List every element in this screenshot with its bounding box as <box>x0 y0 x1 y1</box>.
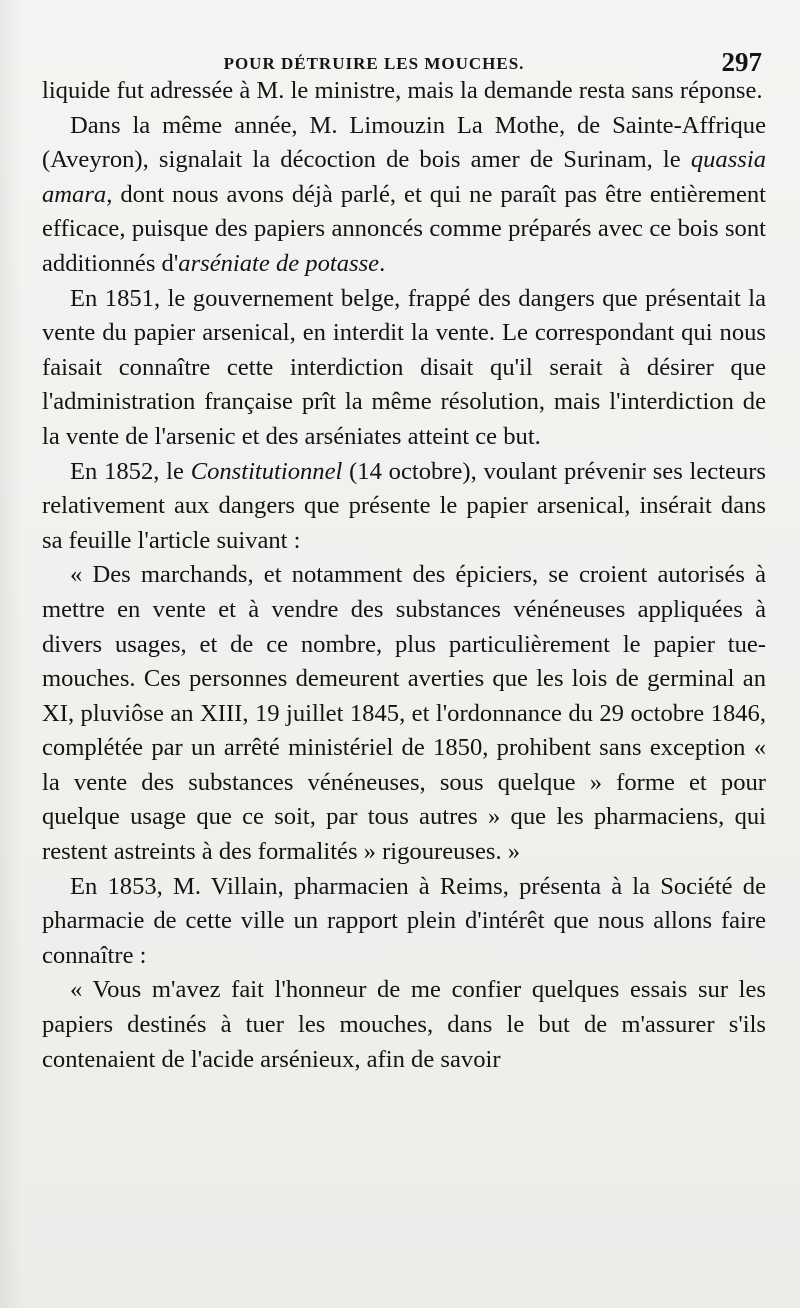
text-span: , dont nous avons déjà parlé, et qui ne paraît pas être entièrement efficace, puisque des papiers annoncés comme préparés avec ce bois sont additionnés d' <box>42 180 766 277</box>
quoted-article <box>42 558 766 869</box>
text-span: (14 octobre), voulant prévenir ses lecteurs relativement aux dangers que présente le papier arsenical, insérait dans sa feuille l'article suivant : <box>42 457 766 554</box>
italic-title: Constitutionnel <box>190 457 343 485</box>
text-span: En 1851, le gouvernement belge, frappé des dangers que présentait la vente du papier arsenical, en interdit la vente. Le correspondant qui nous faisait connaître cette interdiction disait qu'il serait à désirer que l'administration française prît la même résolution, mais l'interdiction de la vente de l'arsenic et des arséniates atteint ce but. <box>42 284 766 450</box>
text-span: Dans la même année, M. Limouzin La Mothe, de Sainte-Affrique (Aveyron), signalait la décoction de bois amer de Surinam, le <box>42 111 766 174</box>
paragraph-limouzin <box>42 109 766 282</box>
paragraph-1851 <box>42 282 766 455</box>
text-span: . <box>379 249 386 277</box>
text-span: En 1852, le <box>70 457 191 485</box>
italic-term: quassia amara <box>42 146 766 208</box>
text-span: « Des marchands, et notamment des épiciers, se croient autorisés à mettre en vente et à vendre des substances vénéneuses appliquées à divers usages, et de ce nombre, plus particulièrement le papier tue-mouches. Ces personnes demeurent averties que les lois de germinal an XI, pluviôse an XIII, 19 juillet 1845, et l'ordonnance du 29 octobre 1846, complétée par un arrêté ministériel de 1850, prohibent sans exception « la vente des substances vénéneuses, sous quelque » forme et pour quelque usage que ce soit, par tous autres » que les pharmaciens, qui restent astreints à des formalités » rigoureuses. » <box>42 561 766 866</box>
paragraph-continuation <box>42 74 766 109</box>
page-number: 297 <box>721 47 762 77</box>
body-text <box>42 74 766 1077</box>
quoted-report <box>42 973 766 1077</box>
text-span: liquide fut adressée à M. le ministre, mais la demande resta sans réponse. <box>42 77 763 104</box>
text-span: « Vous m'avez fait l'honneur de me confier quelques essais sur les papiers destinés à tuer les mouches, dans le but de m'assurer s'ils contenaient de l'acide arsénieux, afin de savoir <box>42 976 766 1073</box>
page-header <box>42 34 766 77</box>
paragraph-1853 <box>42 870 766 974</box>
text-span: En 1853, M. Villain, pharmacien à Reims, présenta à la Société de pharmacie de cette ville un rapport plein d'intérêt que nous allons faire connaître : <box>42 872 766 969</box>
italic-term: arséniate de potasse <box>178 249 380 277</box>
running-head: POUR DÉTRUIRE LES MOUCHES. <box>223 54 525 73</box>
paragraph-1852 <box>42 455 766 559</box>
